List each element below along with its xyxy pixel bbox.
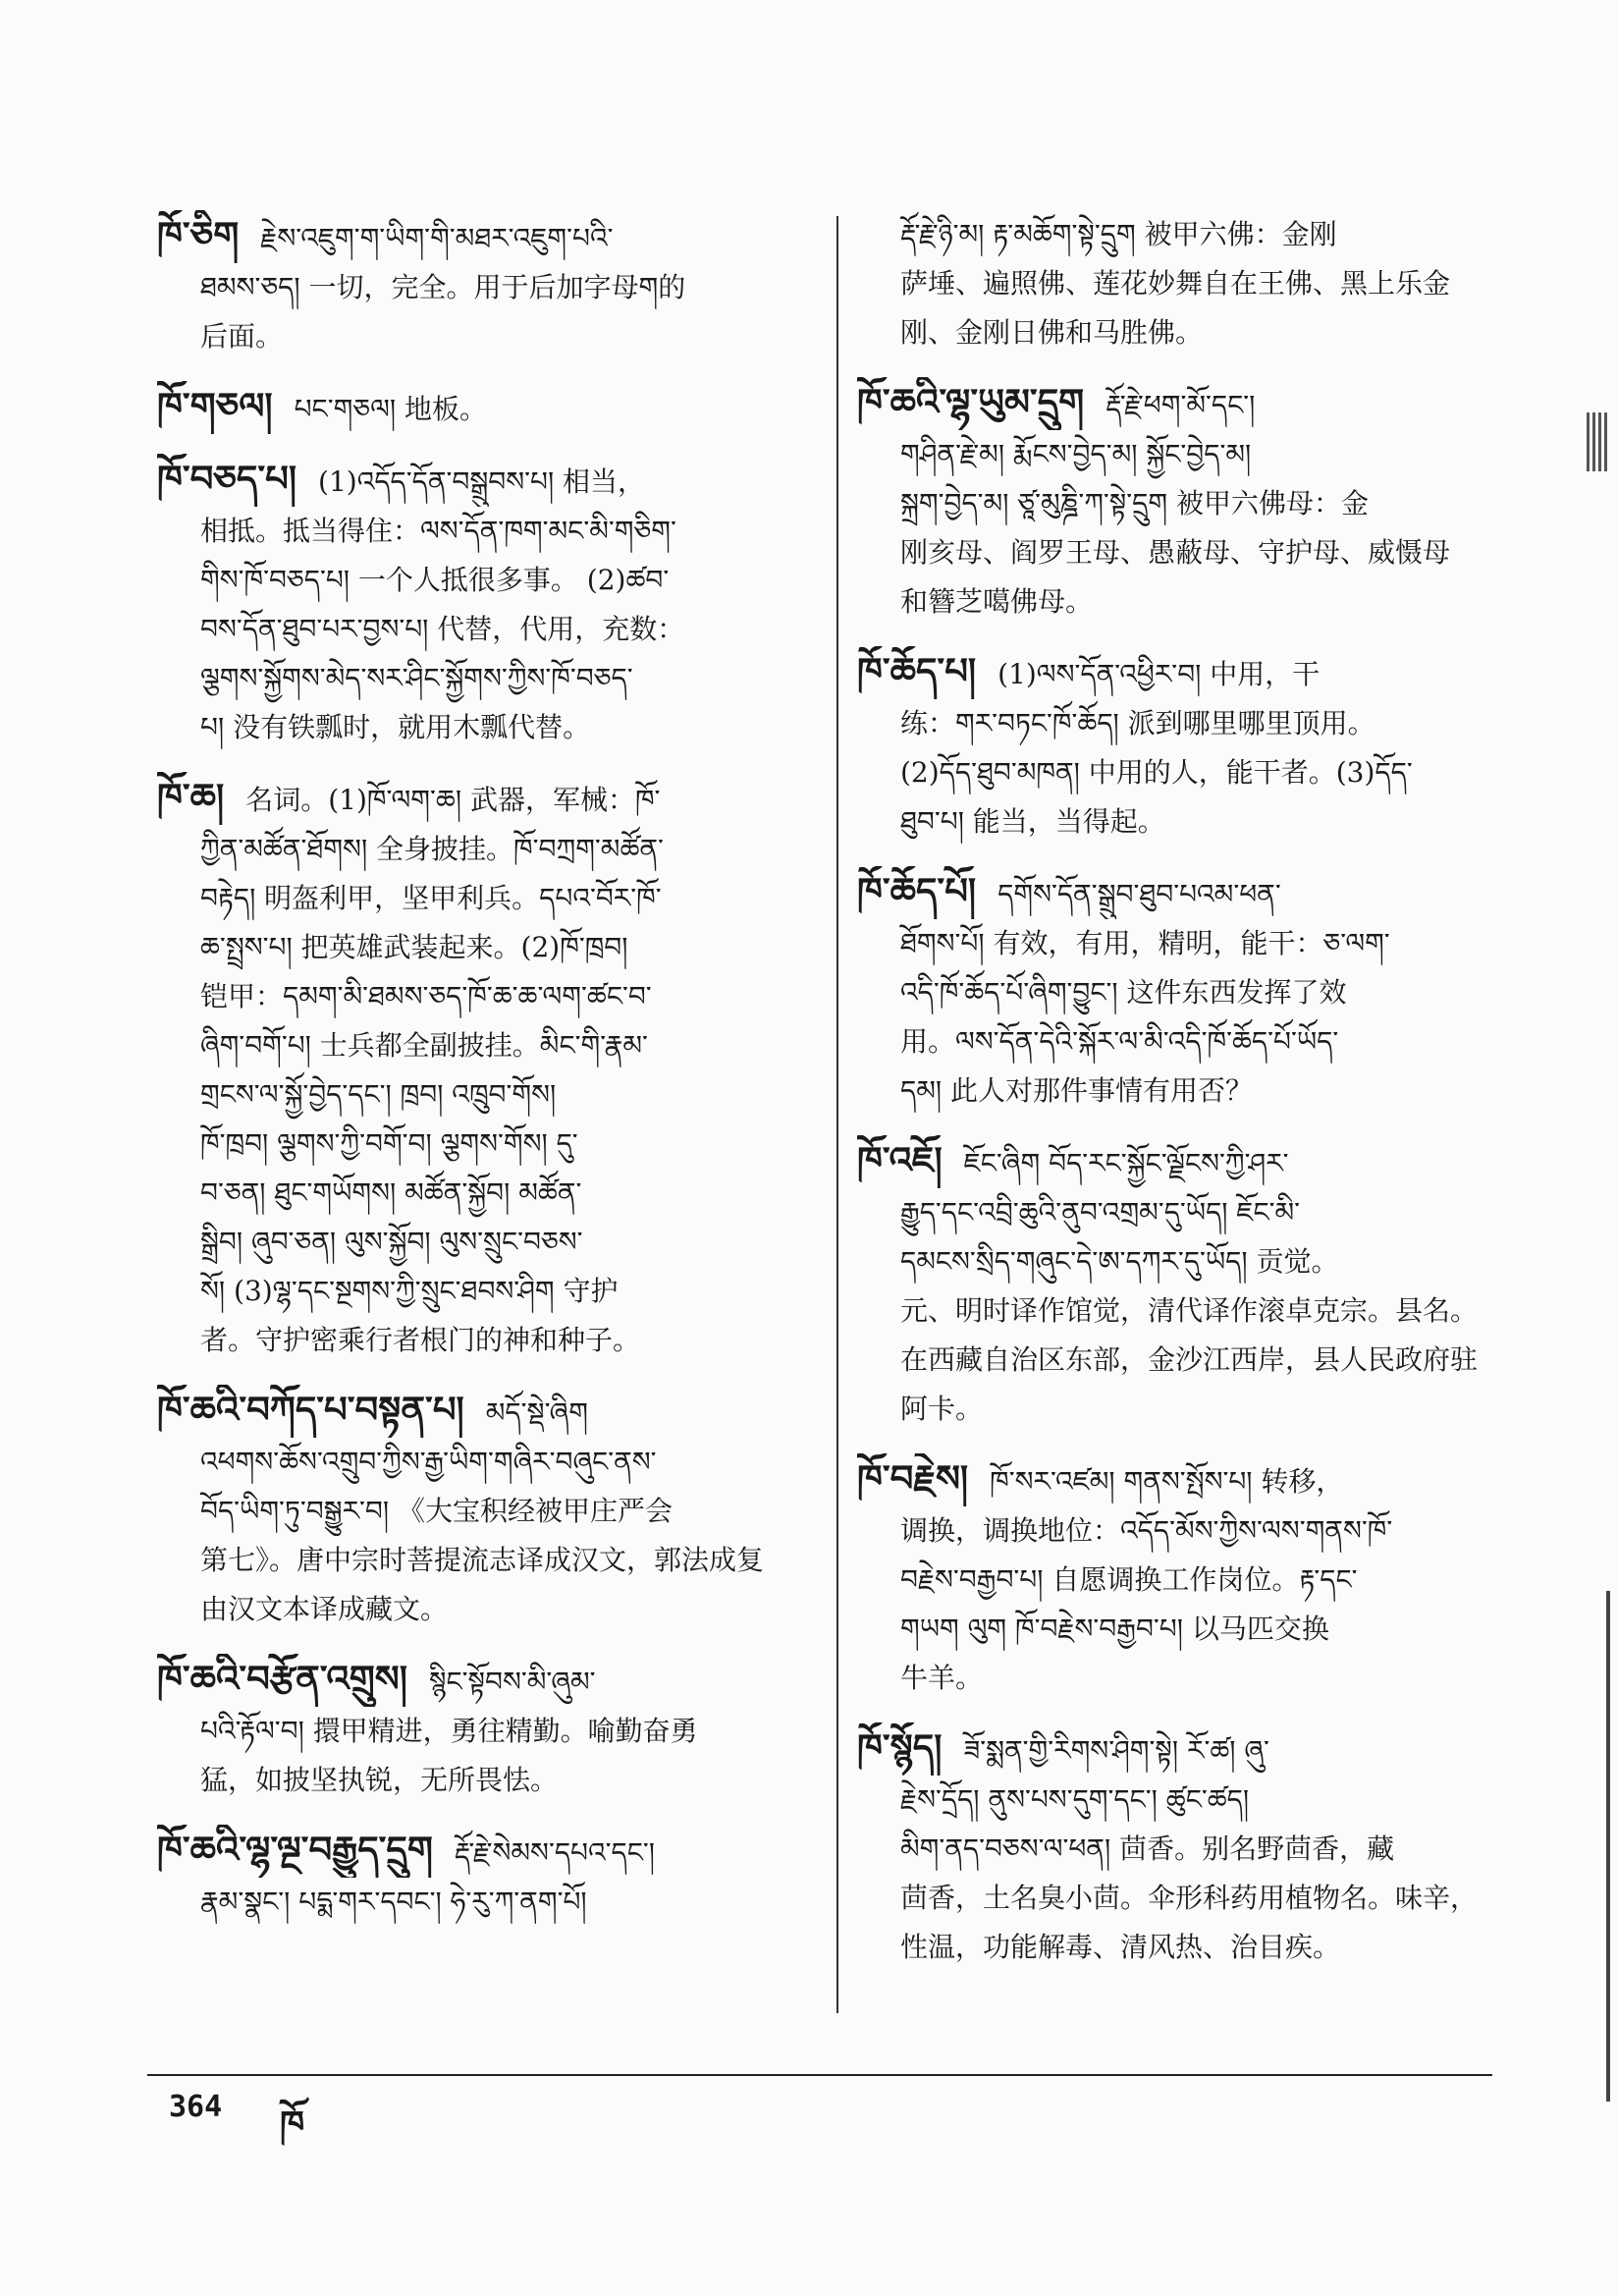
entry-text: 性温，功能解毒、清风热、治目疾。 [900,1931,1341,1963]
entry-text: 萨埵、遍照佛、莲花妙舞自在王佛、黑上乐金 [900,267,1451,300]
entry-text: དམ། 此人对那件事情有用否？ [900,1074,1253,1107]
footer-rule [147,2074,1492,2076]
entry-line [857,919,1493,968]
entry-text: སྙིང་སྟོབས་མི་ཞུམ་ [428,1666,596,1698]
entry-text: མིག་ནད་བཅས་ལ་ཕན། 茴香。别名野茴香，藏 [900,1832,1395,1865]
entry-line [157,263,825,312]
entry-text: 刚、金刚日佛和马胜佛。 [900,316,1204,349]
entry-text: མདོ་སྡེ་ཞིག [485,1396,588,1429]
scan-edge-marks [1587,412,1610,471]
entry-line [157,1120,825,1169]
entry-line [157,703,825,752]
entry-headword: ཁོ་ཆའི་བཀོད་པ་བསྟན་པ། [157,1388,464,1431]
entry-text: འདི་ཁོ་ཆོད་པོ་ཞིག་བྱུང་། 这件东西发挥了效 [900,976,1347,1009]
entry-text: 猛，如披坚执锐，无所畏怯。 [200,1764,559,1796]
dictionary-entry [157,1825,825,1927]
entry-line [857,430,1493,479]
entry-text: ཁོ་ཁྲབ། ལྕགས་ཀྱི་བགོ་བ། ལྕགས་གོས། དུ་ [200,1127,578,1160]
entry-text: 由汉文本译成藏文。 [200,1593,449,1625]
entry-line [157,1021,825,1070]
entry-line [857,1923,1493,1972]
entry-text: 牛羊。 [900,1662,984,1694]
entry-text: རྡོ་རྗེ་སེམས་དཔའ་དང་། [454,1836,655,1869]
entry-text: 元、明时译作馆觉，清代译作滚卓克宗。县名。 [900,1294,1479,1327]
entry-line [157,825,825,874]
entry-line [857,377,1493,430]
dictionary-entry [857,646,1493,847]
entry-line [157,556,825,605]
entry-text: (2)དོད་ཐུབ་མཁན། 中用的人，能干者。(3)དོད་ [900,756,1413,789]
entry-text: རྣམ་སྣང་། པདྨ་གར་དབང་། ཧེ་རུ་ཀ་ནག་པོ། [200,1886,587,1918]
entry-line [157,1070,825,1120]
dictionary-entry [857,866,1493,1116]
dictionary-entry [157,772,825,1365]
entry-text: རྗེས་དྲོད། ནུས་པས་དུག་དང་། ཚུང་ཚད། [900,1783,1250,1816]
left-column [157,210,825,1946]
entry-line [157,1756,825,1805]
dictionary-entry [857,210,1493,357]
entry-text: 铠甲：དམག་མི་ཐམས་ཅད་ཁོ་ཆ་ཆ་ལག་ཚང་བ་ [200,980,652,1012]
entry-text: ཐམས་ཅད། 一切，完全。用于后加字母ག的 [200,271,686,303]
entry-line [157,772,825,825]
entry-line [857,1237,1493,1286]
entry-line [857,797,1493,847]
entry-line [857,646,1493,699]
entry-text: 后面。 [200,320,284,353]
entry-line [857,1017,1493,1066]
dictionary-entry [157,454,825,752]
entry-line [857,1722,1493,1776]
entry-line [157,312,825,361]
dictionary-entry [157,210,825,361]
entry-headword: ཁོ་ཆོད་པ། [857,649,977,692]
entry-text: 者。守护密乘行者根门的神和种子。 [200,1324,641,1356]
entry-line [157,1169,825,1218]
entry-line [157,210,825,263]
entry-headword: ཁོ་ཆོད་པོ། [857,869,977,912]
entry-line [857,1776,1493,1825]
dictionary-entry [857,1722,1493,1972]
entry-line [857,577,1493,627]
entry-line [157,1218,825,1267]
entry-text: པའི་རྟོལ་བ། 擐甲精进，勇往精勤。喻勤奋勇 [200,1715,698,1747]
entry-line [857,1453,1493,1506]
entry-line [857,1286,1493,1336]
entry-line [157,972,825,1021]
entry-line [157,874,825,923]
entry-line [157,1878,825,1927]
entry-headword: ཁོ་འཇོ། [857,1138,943,1181]
page-number: 364 [169,2090,223,2124]
entry-line [157,507,825,556]
entry-text: ཆ་སྤྲས་པ། 把英雄武装起来。(2)ཁོ་ཁྲབ། [200,931,628,963]
entry-text: གཤིན་རྗེ་མ། རྨོངས་བྱེད་མ། སྐྱོང་བྱེད་མ། [900,438,1252,470]
entry-text: ཞིག་བགོ་པ། 士兵都全副披挂。མིང་གི་རྣམ་ [200,1029,648,1062]
entry-text: བས་དོན་ཐུབ་པར་བྱས་པ། 代替，代用，充数： [200,613,685,645]
entry-line [157,1487,825,1536]
entry-line [157,1438,825,1487]
entry-text: 在西藏自治区东部，金沙江西岸，县人民政府驻 [900,1343,1479,1376]
column-divider [836,216,838,2013]
entry-text: སོ། (3)ལྷ་དང་སྔགས་ཀྱི་སྲུང་ཐབས་ཤིག 守护 [200,1275,619,1307]
entry-line [857,1874,1493,1923]
entry-line [857,1605,1493,1654]
entry-text: ཐོགས་པོ། 有效，有用，精明，能干：ཅ་ལག་ [900,927,1390,959]
entry-text: 和簪芝噶佛母。 [900,585,1094,618]
entry-text: 茴香，土名臭小茴。伞形科药用植物名。味辛， [900,1882,1479,1914]
entry-text: ཁོ་སར་འཛམ། གནས་སྤོས་པ། 转移， [990,1465,1344,1498]
entry-text: སྐྲག་བྱེད་མ། ཙཱ་མུཎྜི་ཀ་སྟེ་དྲུག 被甲六佛母：金 [900,487,1370,519]
entry-text: གྲངས་ལ་སྐྱོ་བྱེད་དང་། ཁྲབ། འཁྲུབ་གོས། [200,1078,557,1111]
entry-text: རྗེས་འཇུག་ག་ཡིག་གི་མཐར་འཇུག་པའི་ [260,222,614,254]
entry-text: བོད་ཡིག་ཏུ་བསྒྱུར་བ། 《大宝积经被甲庄严会 [200,1495,673,1527]
entry-text: གིས་ཁོ་བཅད་པ། 一个人抵很多事。 (2)ཚབ་ [200,564,670,596]
entry-text: 阿卡。 [900,1393,984,1425]
right-column [857,210,1493,1992]
dictionary-entry [157,1654,825,1805]
entry-text: བརྗེས་བརྒྱབ་པ། 自愿调换工作岗位。རྟ་དང་ [900,1563,1358,1596]
entry-line [857,1556,1493,1605]
entry-line [857,699,1493,748]
entry-line [857,1654,1493,1703]
entry-text: ཟོ་སྨན་གྱི་རིགས་ཤིག་སྟེ། རོ་ཚ། ཞུ་ [963,1734,1269,1767]
entry-text: (1)ལས་དོན་འཕྱིར་བ། 中用，干 [997,658,1321,690]
entry-headword: ཁོ་ཆའི་ལྷ་ཡུམ་དྲུག [857,380,1085,423]
entry-line [857,259,1493,308]
entry-text: གཡག ལུག ཁོ་བརྗེས་བརྒྱབ་པ། 以马匹交换 [900,1613,1329,1645]
dictionary-entry [157,381,825,434]
dictionary-entry [857,377,1493,627]
entry-line [157,654,825,703]
entry-headword: ཁོ་ཆའི་བརྩོན་འགྲུས། [157,1657,407,1700]
entry-line [857,308,1493,357]
entry-headword: ཁོ་སྙོད། [857,1725,943,1769]
entry-text: སྒྲིབ། ཞུབ་ཅན། ལུས་སྐྱོབ། ལུས་སྲུང་བཅས་ [200,1226,583,1258]
entry-text: པ། 没有铁瓢时，就用木瓢代替。 [200,711,591,743]
entry-line [157,923,825,972]
entry-text: དགོས་དོན་སྒྲུབ་ཐུབ་པའམ་ཕན་ [997,878,1281,910]
entry-line [857,1066,1493,1116]
scan-edge-bar [1606,1591,1610,2102]
entry-line [157,1654,825,1707]
entry-text: རྒྱུད་དང་འབྲི་ཆུའི་ནུབ་འགྲམ་དུ་ཡོད། ཇོང་མི་ [900,1196,1301,1229]
entry-line [857,1825,1493,1874]
entry-text: ཇོང་ཞིག བོད་རང་སྐྱོང་ལྗོངས་ཀྱི་ཤར་ [963,1147,1289,1179]
entry-line [857,866,1493,919]
entry-text: 调换，调换地位：འདོད་མོས་ཀྱིས་ལས་གནས་ཁོ་ [900,1514,1393,1547]
entry-line [157,1267,825,1316]
entry-line [157,605,825,654]
entry-text: ལྕགས་སྐྱོགས་མེད་སར་ཤིང་སྐྱོགས་ཀྱིས་ཁོ་བཅད་ [200,662,633,694]
entry-line [857,968,1493,1017]
entry-headword: ཁོ་གཅལ། [157,384,273,427]
entry-headword: ཁོ་བརྗེས། [857,1456,969,1500]
entry-text: 第七》。唐中宗时菩提流志译成汉文，郭法成复 [200,1544,765,1576]
entry-line [857,528,1493,577]
entry-text: ཐུབ་པ། 能当，当得起。 [900,805,1165,838]
entry-text: 名词。(1)ཁོ་ལག་ཆ། 武器，军械：ཁོ་ [245,784,661,816]
entry-text: བརྟེད། 明盔利甲，坚甲利兵。དཔའ་བོར་ཁོ་ [200,882,662,914]
entry-line [157,1707,825,1756]
entry-line [857,479,1493,528]
entry-line [157,1585,825,1634]
entry-text: རྡོ་རྗེ་ཉི་མ། རྟ་མཆོག་སྟེ་དྲུག 被甲六佛：金刚 [900,218,1337,250]
entry-line [857,210,1493,259]
entry-headword: ཁོ་ཆ། [157,775,225,818]
entry-line [857,1135,1493,1188]
dictionary-entry [857,1135,1493,1434]
entry-line [157,1536,825,1585]
entry-headword: ཁོ་ཆའི་ལྷ་ལྔ་བརྒྱུད་དྲུག [157,1828,433,1871]
entry-text: འཕགས་ཆོས་འགྲུབ་ཀྱིས་རྒྱ་ཡིག་གཞིར་བཞུང་ནས་ [200,1446,657,1478]
entry-text: 用。ལས་དོན་དེའི་སྐོར་ལ་མི་འདི་ཁོ་ཆོད་པོ་ཡོད་ [900,1025,1339,1058]
entry-line [857,1506,1493,1556]
entry-text: (1)འདོད་དོན་བསྒྲུབས་པ། 相当， [318,465,646,498]
entry-headword: ཁོ་བཅད་པ། [157,457,297,500]
entry-text: བ་ཅན། ཐུང་གཡོགས། མཚོན་སྐྱོབ། མཚོན་ [200,1176,582,1209]
entry-text: 刚亥母、阎罗王母、愚蔽母、守护母、威慑母 [900,536,1451,569]
entry-text: དམངས་སྲིད་གཞུང་དེ་ཨ་དཀར་དུ་ཡོད། 贡觉。 [900,1245,1339,1278]
entry-line [157,1385,825,1438]
entry-text: 练：གར་བཏང་ཁོ་ཆོད། 派到哪里哪里顶用。 [900,707,1375,739]
entry-text: 相抵。抵当得住：ལས་དོན་ཁག་མང་མི་གཅིག་ [200,515,676,547]
entry-line [857,1188,1493,1237]
entry-line [157,454,825,507]
entry-line [857,1385,1493,1434]
dictionary-entry [857,1453,1493,1703]
entry-text: རྡོ་རྗེ་ཕག་མོ་དང་། [1105,389,1256,421]
running-head: ཁོ [280,2104,305,2145]
entry-line [857,748,1493,797]
entry-text: ཀྱིན་མཚོན་ཐོགས། 全身披挂。ཁོ་བཀྲག་མཚོན་ [200,833,664,865]
entry-headword: ཁོ་ཅིག [157,213,240,256]
entry-line [857,1336,1493,1385]
entry-line [157,381,825,434]
entry-text: པང་གཅལ། 地板。 [294,393,487,425]
entry-line [157,1316,825,1365]
dictionary-entry [157,1385,825,1634]
entry-line [157,1825,825,1878]
